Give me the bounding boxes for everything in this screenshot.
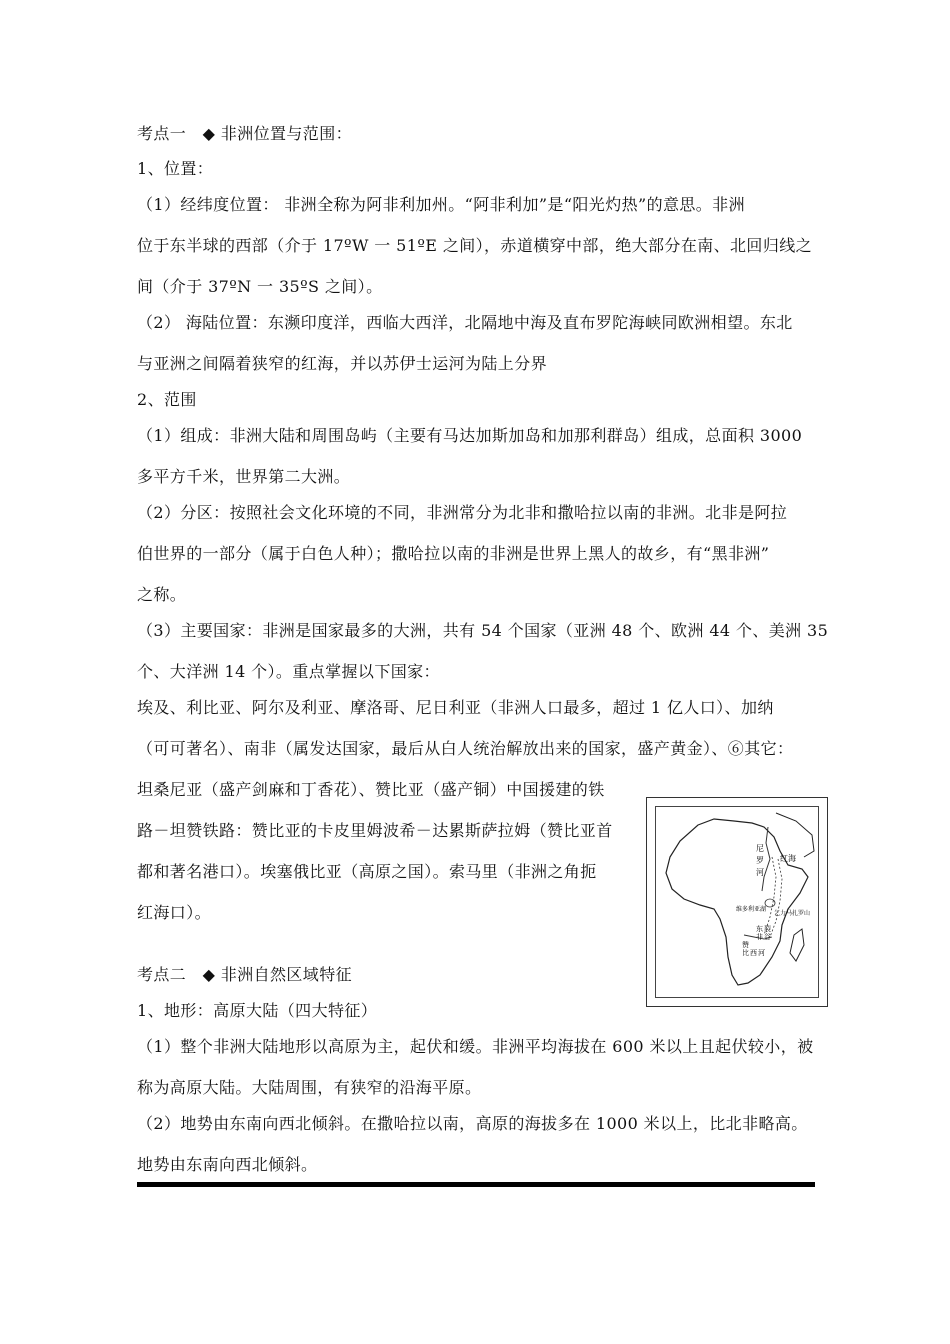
madagascar	[790, 929, 804, 961]
paragraph-line: 红海口）。	[137, 903, 212, 922]
paragraph-line: （2） 海陆位置：东濒印度洋，西临大西洋，北隔地中海及直布罗陀海峡同欧洲相望。东北	[137, 313, 793, 332]
arabia-outline	[776, 813, 814, 857]
paragraph-line: （3）主要国家：非洲是国家最多的大洲，共有 54 个国家（亚洲 48 个、欧洲 44 个、美洲 35	[137, 621, 829, 640]
map-label-nile: 尼	[756, 844, 764, 853]
paragraph-line: （2）地势由东南向西北倾斜。在撒哈拉以南，高原的海拔多在 1000 米以上，比北非略高。	[137, 1114, 808, 1133]
africa-outline	[666, 819, 811, 985]
map-label-nile: 罗	[756, 856, 764, 865]
subheading-terrain: 1、地形：高原大陆（四大特征）	[137, 1001, 378, 1020]
paragraph-line: （可可著名）、南非（属发达国家，最后从白人统治解放出来的国家，盛产黄金）、⑥其它：	[137, 739, 794, 758]
africa-map-figure	[646, 797, 828, 1007]
paragraph-line: （1）组成：非洲大陆和周围岛屿（主要有马达加斯加岛和加那利群岛）组成，总面积 3000	[137, 426, 803, 445]
africa-map-drawing	[656, 807, 818, 997]
paragraph-line: 都和著名港口）。埃塞俄比亚（高原之国）。索马里（非洲之角扼	[137, 862, 597, 881]
paragraph-line: 路－坦赞铁路：赞比亚的卡皮里姆波希－达累斯萨拉姆（赞比亚首	[137, 821, 613, 840]
paragraph-line: 间（介于 37ºN 一 35ºS 之间）。	[137, 277, 383, 296]
map-label-lake-victoria: 维多利亚湖	[736, 906, 767, 913]
map-label-zambezi: 西	[750, 949, 757, 957]
map-label-kilimanjaro: 乞力马扎罗山	[774, 910, 811, 917]
subheading-range: 2、范围	[137, 390, 197, 409]
bottom-rule	[137, 1182, 815, 1187]
map-label-rift: 东	[756, 925, 763, 933]
paragraph-line: 称为高原大陆。大陆周围，有狭窄的沿海平原。	[137, 1078, 482, 1097]
map-label-nile: 河	[756, 868, 764, 877]
map-label-zambezi: 比	[742, 949, 749, 957]
map-label-rift: 非	[756, 933, 763, 941]
paragraph-line: 伯世界的一部分（属于白色人种）；撒哈拉以南的非洲是世界上黑人的故乡，有“黑非洲”	[137, 544, 770, 563]
paragraph-line: （1）整个非洲大陆地形以高原为主，起伏和缓。非洲平均海拔在 600 米以上且起伏较小，被	[137, 1037, 814, 1056]
map-label-rift: 裂	[764, 925, 771, 933]
rift-valley	[764, 857, 776, 935]
map-label-red-sea: 红海	[780, 854, 796, 863]
map-label-rift: 谷	[764, 933, 771, 941]
lake-victoria	[765, 899, 775, 907]
paragraph-line: 位于东半球的西部（介于 17ºW 一 51ºE 之间），赤道横穿中部，绝大部分在南、北回归线之	[137, 236, 813, 255]
paragraph-line: 个、大洋洲 14 个）。重点掌握以下国家：	[137, 662, 440, 681]
paragraph-line: 地势由东南向西北倾斜。	[137, 1155, 318, 1174]
paragraph-line: 埃及、利比亚、阿尔及利亚、摩洛哥、尼日利亚（非洲人口最多，超过 1 亿人口）、加纳	[137, 698, 774, 717]
paragraph-line: （2）分区：按照社会文化环境的不同，非洲常分为北非和撒哈拉以南的非洲。北非是阿拉	[137, 503, 788, 522]
subheading-position: 1、位置：	[137, 159, 214, 178]
paragraph-line: 与亚洲之间隔着狭窄的红海，并以苏伊士运河为陆上分界	[137, 354, 548, 373]
map-label-zambezi: 赞	[742, 941, 749, 949]
rift-valley-east	[770, 859, 782, 937]
paragraph-line: 坦桑尼亚（盛产剑麻和丁香花）、赞比亚（盛产铜）中国援建的铁	[137, 780, 605, 799]
africa-map	[655, 806, 819, 998]
paragraph-line: 之称。	[137, 585, 187, 604]
paragraph-line: （1）经纬度位置： 非洲全称为阿非利加州。“阿非利加”是“阳光灼热”的意思。非洲	[137, 195, 745, 214]
map-label-zambezi: 河	[758, 949, 765, 957]
paragraph-line: 多平方千米，世界第二大洲。	[137, 467, 351, 486]
section-heading-2: 考点二 ◆ 非洲自然区域特征	[137, 965, 352, 984]
section-heading-1: 考点一 ◆ 非洲位置与范围：	[137, 124, 352, 143]
